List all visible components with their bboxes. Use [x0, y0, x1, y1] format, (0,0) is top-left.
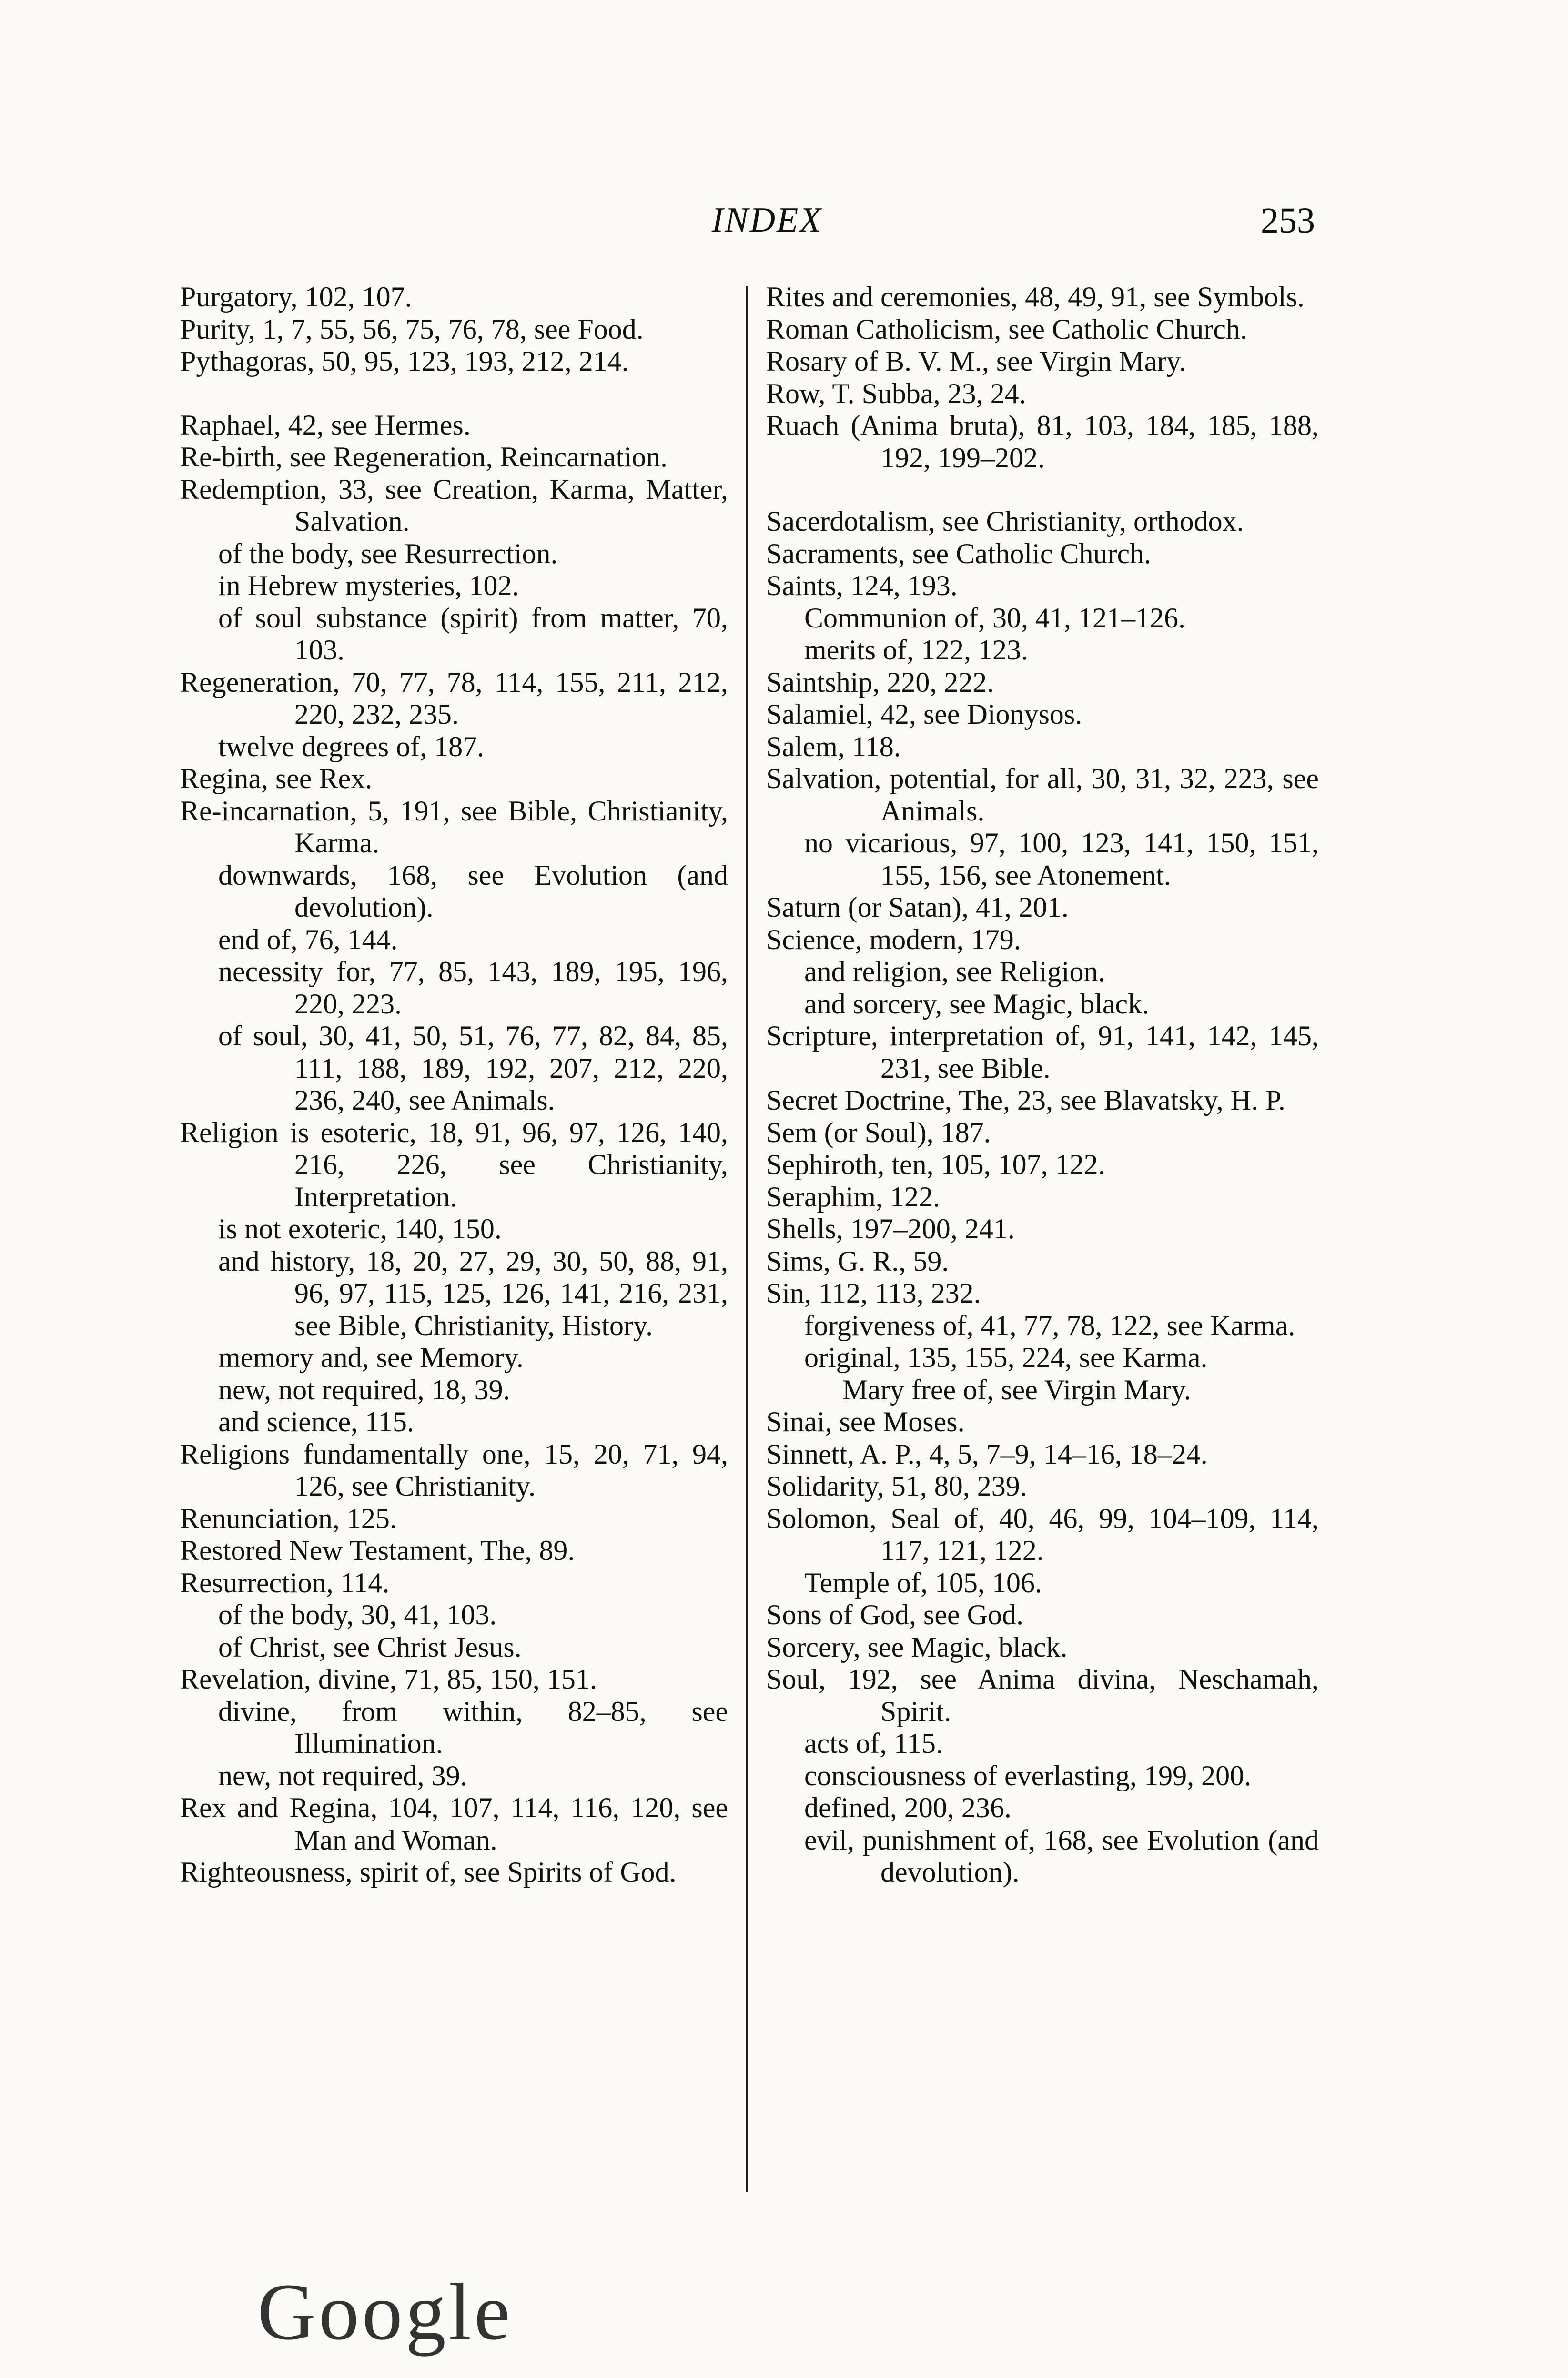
index-entry: Rex and Regina, 104, 107, 114, 116, 120, see Man and Woman.: [180, 1792, 728, 1856]
index-column-right: [766, 281, 1319, 1889]
index-entry: Sinnett, A. P., 4, 5, 7–9, 14–16, 18–24.: [766, 1438, 1208, 1470]
index-subentry: of soul substance (spirit) from matter, 70, 103.: [218, 602, 728, 666]
running-header-title: INDEX: [711, 201, 823, 240]
index-entry: Solidarity, 51, 80, 239.: [766, 1470, 1027, 1502]
index-entry: Sephiroth, ten, 105, 107, 122.: [766, 1149, 1105, 1180]
index-entry: Sem (or Soul), 187.: [766, 1116, 991, 1148]
index-entry: Purgatory, 102, 107.: [180, 281, 412, 313]
index-subentry: new, not required, 39.: [218, 1760, 467, 1791]
index-subentry: of soul, 30, 41, 50, 51, 76, 77, 82, 84, 85, 111, 188, 189, 192, 207, 212, 220, 236, 240, see Animals.: [218, 1020, 728, 1116]
index-entry: Sacraments, see Catholic Church.: [766, 537, 1152, 569]
index-entry: Sons of God, see God.: [766, 1599, 1023, 1630]
index-entry: Saturn (or Satan), 41, 201.: [766, 891, 1069, 923]
index-subentry: of the body, see Resurrection.: [218, 537, 558, 569]
index-subentry: and science, 115.: [218, 1406, 414, 1437]
index-subentry: of the body, 30, 41, 103.: [218, 1599, 497, 1630]
index-entry: Re-birth, see Regeneration, Reincarnation.: [180, 441, 668, 473]
index-subentry: no vicarious, 97, 100, 123, 141, 150, 151, 155, 156, see Atonement.: [804, 827, 1319, 891]
index-entry: Seraphim, 122.: [766, 1181, 940, 1213]
page-number: 253: [1261, 201, 1315, 241]
column-divider: [746, 286, 748, 2192]
index-subentry: downwards, 168, see Evolution (and devolution).: [218, 859, 728, 923]
index-entry: Shells, 197–200, 241.: [766, 1213, 1015, 1245]
index-entry: Salamiel, 42, see Dionysos.: [766, 698, 1082, 730]
index-subentry: and religion, see Religion.: [804, 956, 1105, 987]
index-entry: Rites and ceremonies, 48, 49, 91, see Symbols.: [766, 281, 1305, 313]
index-entry: Religions fundamentally one, 15, 20, 71, 94, 126, see Christianity.: [180, 1438, 728, 1502]
index-entry: Salem, 118.: [766, 730, 901, 762]
index-entry: Ruach (Anima bruta), 81, 103, 184, 185, 188, 192, 199–202.: [766, 410, 1319, 474]
index-subentry: new, not required, 18, 39.: [218, 1374, 510, 1406]
index-entry: Sorcery, see Magic, black.: [766, 1631, 1068, 1663]
index-subentry: forgiveness of, 41, 77, 78, 122, see Karma.: [804, 1309, 1295, 1341]
index-subentry: memory and, see Memory.: [218, 1342, 524, 1373]
index-subentry: end of, 76, 144.: [218, 923, 398, 955]
index-entry: Redemption, 33, see Creation, Karma, Matter, Salvation.: [180, 473, 728, 537]
index-entry: Pythagoras, 50, 95, 123, 193, 212, 214.: [180, 345, 629, 377]
index-subentry: acts of, 115.: [804, 1728, 943, 1759]
index-entry: Sin, 112, 113, 232.: [766, 1277, 981, 1309]
index-entry: Re-incarnation, 5, 191, see Bible, Christianity, Karma.: [180, 795, 728, 859]
index-subentry: Temple of, 105, 106.: [804, 1567, 1042, 1599]
google-watermark: Google: [257, 2267, 513, 2357]
index-subentry: and history, 18, 20, 27, 29, 30, 50, 88, 91, 96, 97, 115, 125, 126, 141, 216, 231, see Bible, Christianity, History.: [218, 1245, 728, 1341]
index-entry: Scripture, interpretation of, 91, 141, 142, 145, 231, see Bible.: [766, 1020, 1319, 1084]
index-subentry: is not exoteric, 140, 150.: [218, 1213, 502, 1245]
index-entry: Roman Catholicism, see Catholic Church.: [766, 313, 1247, 345]
index-entry: Purity, 1, 7, 55, 56, 75, 76, 78, see Food.: [180, 313, 644, 345]
index-subentry: necessity for, 77, 85, 143, 189, 195, 196, 220, 223.: [218, 956, 728, 1020]
index-entry: Row, T. Subba, 23, 24.: [766, 377, 1026, 409]
index-subentry: merits of, 122, 123.: [804, 634, 1028, 666]
index-entry: Righteousness, spirit of, see Spirits of God.: [180, 1856, 677, 1888]
index-gap: [766, 474, 1319, 506]
index-entry: Soul, 192, see Anima divina, Neschamah, Spirit.: [766, 1663, 1319, 1727]
index-entry: Regeneration, 70, 77, 78, 114, 155, 211, 212, 220, 232, 235.: [180, 666, 728, 730]
index-subentry: and sorcery, see Magic, black.: [804, 988, 1150, 1020]
index-entry: Revelation, divine, 71, 85, 150, 151.: [180, 1663, 597, 1695]
index-subentry: divine, from within, 82–85, see Illumination.: [218, 1695, 728, 1759]
index-subentry: defined, 200, 236.: [804, 1792, 1012, 1823]
index-subentry: consciousness of everlasting, 199, 200.: [804, 1760, 1252, 1791]
index-entry: Rosary of B. V. M., see Virgin Mary.: [766, 345, 1186, 377]
index-subentry: Mary free of, see Virgin Mary.: [842, 1374, 1191, 1406]
index-entry: Religion is esoteric, 18, 91, 96, 97, 126, 140, 216, 226, see Christianity, Interpretation.: [180, 1116, 728, 1213]
index-subentry: evil, punishment of, 168, see Evolution (and devolution).: [804, 1824, 1319, 1888]
index-subentry: Communion of, 30, 41, 121–126.: [804, 602, 1186, 634]
index-entry: Resurrection, 114.: [180, 1567, 390, 1599]
index-subentry: of Christ, see Christ Jesus.: [218, 1631, 522, 1663]
index-entry: Saints, 124, 193.: [766, 570, 958, 601]
index-entry: Renunciation, 125.: [180, 1502, 397, 1534]
index-entry: Restored New Testament, The, 89.: [180, 1535, 575, 1566]
index-gap: [180, 378, 728, 409]
index-column-left: [180, 281, 728, 1889]
index-entry: Saintship, 220, 222.: [766, 666, 994, 698]
index-entry: Sinai, see Moses.: [766, 1406, 965, 1437]
index-entry: Raphael, 42, see Hermes.: [180, 409, 471, 441]
index-subentry: twelve degrees of, 187.: [218, 730, 485, 762]
index-entry: Sims, G. R., 59.: [766, 1245, 949, 1277]
index-entry: Secret Doctrine, The, 23, see Blavatsky, H. P.: [766, 1084, 1285, 1116]
index-entry: Sacerdotalism, see Christianity, orthodox.: [766, 506, 1244, 537]
index-subentry: original, 135, 155, 224, see Karma.: [804, 1342, 1208, 1373]
index-entry: Salvation, potential, for all, 30, 31, 32, 223, see Animals.: [766, 763, 1319, 827]
index-entry: Science, modern, 179.: [766, 923, 1021, 955]
index-entry: Solomon, Seal of, 40, 46, 99, 104–109, 114, 117, 121, 122.: [766, 1502, 1319, 1566]
index-subentry: in Hebrew mysteries, 102.: [218, 570, 519, 601]
index-entry: Regina, see Rex.: [180, 763, 373, 794]
